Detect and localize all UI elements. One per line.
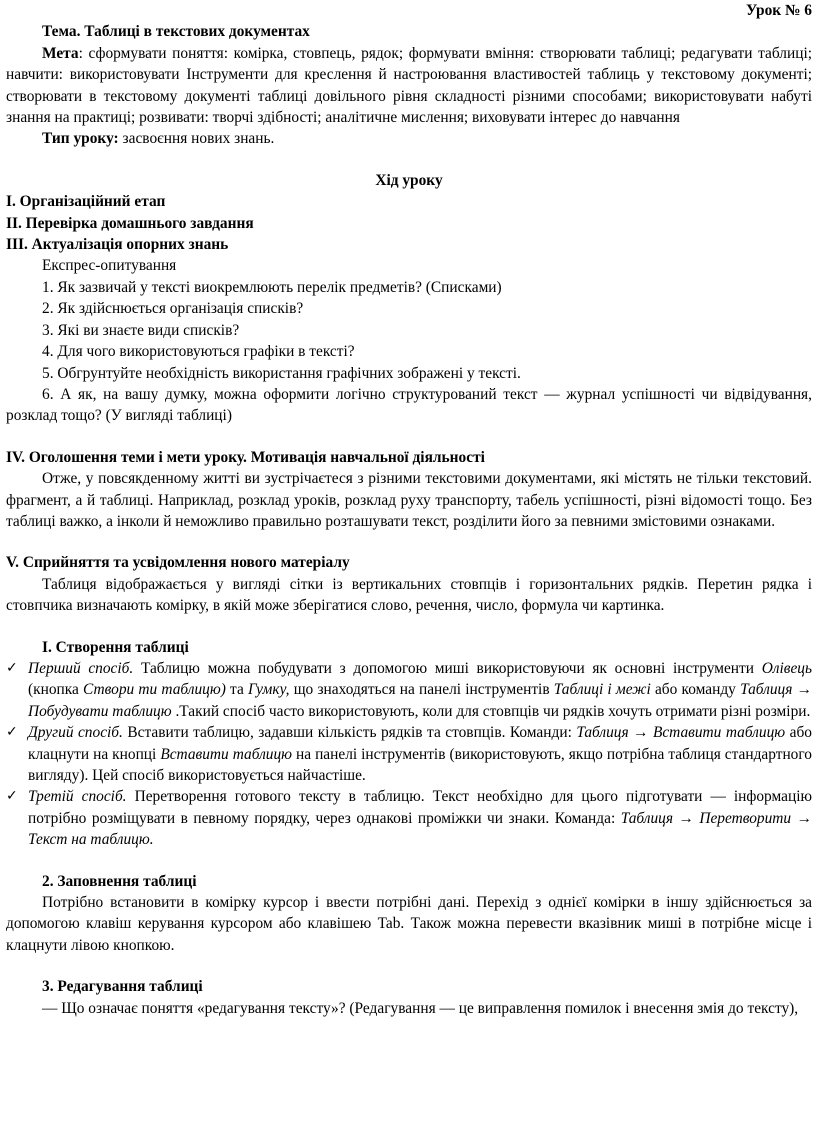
- question-item: 4. Для чого використовуються графіки в тексті?: [42, 343, 355, 361]
- section-2-paragraph: Потрібно встановити в комірку курсор і ввести потрібні дані. Перехід з однієї комірки в іншу здійснюється за допомогою клавіш керування курсором або клавішею Tab. Також можна перевести вказівник миші в потрібне місце і клацнути лівою кнопкою.: [6, 894, 812, 954]
- lesson-number: Урок № 6: [745, 2, 812, 19]
- goal-paragraph: Мета: сформувати поняття: комірка, стовпець, рядок; формувати вміння: створювати таблиці; редагувати таблиці; навчити: використовувати Інструменти для креслення й настроювання властивостей таблиць у текстовому документі; створювати в текстовому документі таблиці довільного рівня складності різними способами; використовувати набуті знання на практиці; розвивати: творчі здібності; аналітичне мислення; виховувати інтерес до навчання: [6, 44, 812, 127]
- course-heading: Хід уроку: [375, 171, 443, 189]
- stage-2-heading: II. Перевірка домашнього завдання: [6, 214, 254, 232]
- topic-line: Тема. Таблиці в текстових документах: [42, 23, 310, 41]
- section-1-heading: I. Створення таблиці: [42, 638, 189, 656]
- question-item: 3. Які ви знаєте види списків?: [42, 321, 240, 339]
- section-2-heading: 2. Заповнення таблиці: [42, 872, 197, 890]
- stage-5-heading: V. Сприйняття та усвідомлення нового матеріалу: [6, 554, 350, 572]
- checkmark-icon: ✓: [6, 659, 18, 676]
- stage-5-paragraph: Таблиця відображається у вигляді сітки із вертикальних стовпців і горизонтальних рядків. Перетин рядка і стовпчика визначають комірку, в якій може зберігатися слово, речення, число, формула чи картинка.: [6, 575, 812, 615]
- stage-1-heading: I. Організаційний етап: [6, 193, 166, 211]
- method-3-item: ✓ Третій спосіб. Перетворення готового тексту в таблицю. Текст необхідно для цього підготувати — інформацію потрібно розміщувати в певному порядку, через однакові проміжки чи знаки. Команда: Таблиця → Перетворити → Текст на таблицю.: [6, 788, 812, 849]
- question-item: 5. Обгрунтуйте необхідність використання графічних зображені у тексті.: [42, 364, 521, 382]
- lesson-type: Тип уроку: засвоєння нових знань.: [42, 130, 275, 148]
- checkmark-icon: ✓: [6, 788, 18, 805]
- question-item: 6. А як, на вашу думку, можна оформити логічно структурований текст — журнал успішності чи відвідування, розклад тощо? (У вигляді таблиці): [6, 385, 812, 425]
- checkmark-icon: ✓: [6, 724, 18, 741]
- creation-methods-list: [6, 658, 812, 851]
- stage-3-heading: III. Актуалізація опорних знань: [6, 236, 229, 254]
- stage-4-heading: IV. Оголошення теми і мети уроку. Мотивація навчальної діяльності: [6, 448, 485, 466]
- section-3-paragraph: — Що означає поняття «редагування тексту»? (Редагування — це виправлення помилок і внесення змія до тексту),: [42, 999, 799, 1017]
- method-1-item: ✓ Перший спосіб. Таблицю можна побудувати з допомогою миші використовуючи як основні інструменти Олівець (кнопка Створи ти таблицю) та Гумку, що знаходяться на панелі інструментів Таблиці і межі або команду Таблиця → Побудувати таблицю .Такий спосіб часто використовують, коли для стовпців чи рядків хочуть отримати різні розміри.: [6, 659, 813, 720]
- section-3-heading: 3. Редагування таблиці: [42, 978, 203, 996]
- express-survey-label: Експрес-опитування: [42, 257, 177, 275]
- document-body: [6, 0, 812, 1019]
- stage-4-paragraph: Отже, у повсякденному житті ви зустрічаєтеся з різними текстовими документами, які містять не тільки текстовий. фрагмент, а й таблиці. Наприклад, розклад уроків, розклад руху транспорту, табель успішності, різні відомості тощо. Без таблиці важко, а інколи й неможливо правильно розташувати текст, розділити його за певними змістовими ознаками.: [6, 470, 812, 530]
- question-item: 2. Як здійснюється організація списків?: [42, 300, 304, 318]
- question-item: 1. Як зазвичай у тексті виокремлюють перелік предметів? (Списками): [42, 278, 502, 296]
- method-2-item: ✓ Другий спосіб. Вставити таблицю, задавши кількість рядків та стовпців. Команди: Таблиця → Вставити таблицю або клацнути на кнопці Вставити таблицю на панелі інструментів (використовують, якщо потрібна таблиця стандартного вигляду). Цей спосіб використовується найчастіше.: [6, 724, 813, 784]
